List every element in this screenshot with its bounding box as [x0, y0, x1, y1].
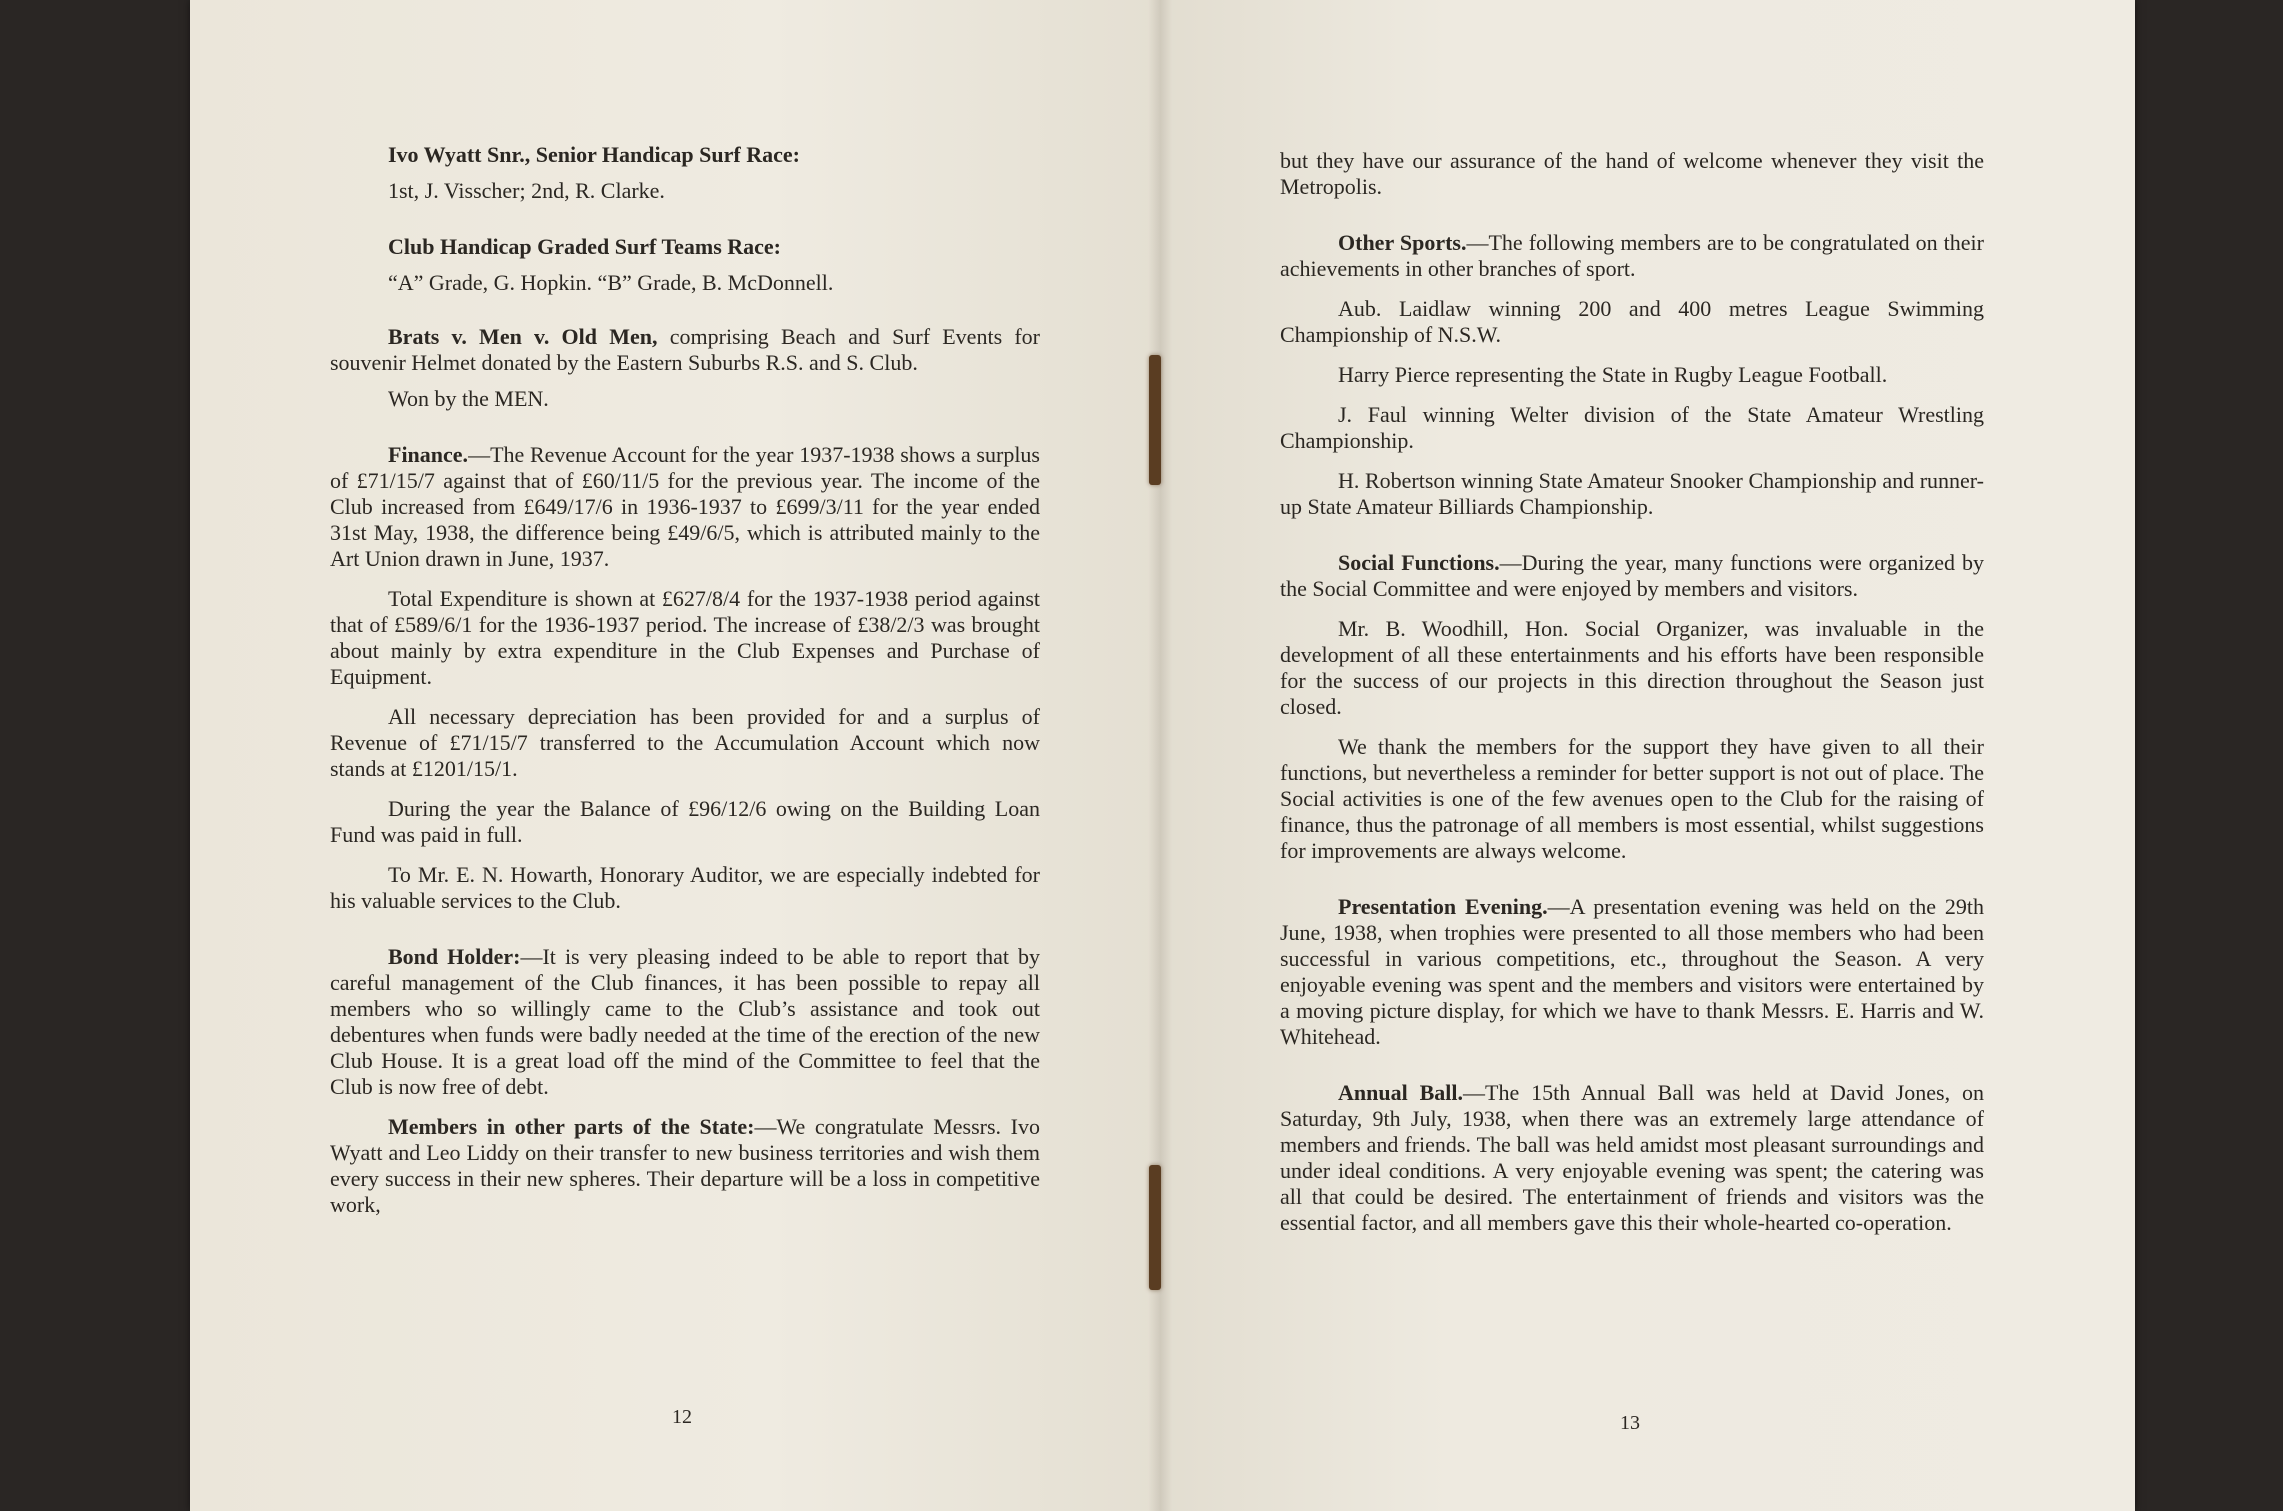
laidlaw-paragraph: Aub. Laidlaw winning 200 and 400 metres League Swimming Championship of N.S.W. [1280, 296, 1984, 347]
page-number-left: 12 [672, 1406, 692, 1428]
staple-top [1149, 355, 1161, 485]
bond-holder-paragraph: Bond Holder:—It is very pleasing indeed to be able to report that by careful management of the Club finances, it has been possible to repay all members who so willingly came to the Club’s assistance and took out debentures when funds were badly needed at the time of the erection of the new Club House. It is a great load off the mind of the Committee to feel that the Club is now free of debt. [330, 944, 1040, 1099]
thank-members-paragraph: We thank the members for the support they have given to all their functions, but nevertheless a reminder for better support is not out of place. The Social activities is one of the few avenues open to the Club for the raising of finance, thus the patronage of all members is most essential, whilst suggestions for improvements are always welcome. [1280, 734, 1984, 863]
depreciation-paragraph: All necessary depreciation has been provided for and a surplus of Revenue of £71/15/7 transferred to the Accumulation Account which now stands at £1201/15/1. [330, 704, 1040, 781]
loan-paragraph: During the year the Balance of £96/12/6 owing on the Building Loan Fund was paid in full. [330, 796, 1040, 847]
won-by-men: Won by the MEN. [388, 386, 549, 411]
event-heading-teams-race: Club Handicap Graded Surf Teams Race: [388, 234, 781, 259]
members-state-paragraph: Members in other parts of the State:—We congratulate Messrs. Ivo Wyatt and Leo Liddy on their transfer to new business territories and wish them every success in their new spheres. Their departure will be a loss in competitive work, [330, 1114, 1041, 1217]
page-number-right: 13 [1620, 1412, 1640, 1434]
other-sports-paragraph: Other Sports.—The following members are to be congratulated on their achievements in other branches of sport. [1280, 230, 1984, 281]
right-column [1280, 148, 1984, 1236]
annual-ball-paragraph: Annual Ball.—The 15th Annual Ball was held at David Jones, on Saturday, 9th July, 1938, when there was an extremely large attendance of members and friends. The ball was held amidst most pleasant surroundings and under ideal conditions. A very enjoyable evening was spent; the catering was all that could be desired. The entertainment of friends and visitors was the essential factor, and all members gave this their whole-hearted co-operation. [1280, 1080, 1984, 1235]
continuation-paragraph: but they have our assurance of the hand of welcome whenever they visit the Metropolis. [1280, 148, 1984, 199]
auditor-paragraph: To Mr. E. N. Howarth, Honorary Auditor, we are especially indebted for his valuable services to the Club. [330, 862, 1040, 913]
robertson-paragraph: H. Robertson winning State Amateur Snooker Championship and runner-up State Amateur Billiards Championship. [1280, 468, 1984, 519]
staple-bottom [1149, 1165, 1161, 1290]
event-heading-senior-handicap: Ivo Wyatt Snr., Senior Handicap Surf Race: [388, 142, 800, 167]
finance-paragraph: Finance.—The Revenue Account for the year 1937-1938 shows a surplus of £71/15/7 against that of £60/11/5 for the previous year. The income of the Club increased from £649/17/6 in 1936-1937 to £699/3/11 for the year ended 31st May, 1938, the difference being £49/6/5, which is attributed mainly to the Art Union drawn in June, 1937. [330, 442, 1040, 571]
booklet-spread [190, 0, 2135, 1511]
social-functions-paragraph: Social Functions.—During the year, many functions were organized by the Social Committee and were enjoyed by members and visitors. [1280, 550, 1984, 601]
presentation-evening-paragraph: Presentation Evening.—A presentation evening was held on the 29th June, 1938, when trophies were presented to all those members who had been successful in various competitions, etc., throughout the Season. A very enjoyable evening was spent and the members and visitors were entertained by a moving picture display, for which we have to thank Messrs. E. Harris and W. Whitehead. [1280, 894, 1985, 1049]
woodhill-paragraph: Mr. B. Woodhill, Hon. Social Organizer, was invaluable in the development of all these entertainments and his efforts have been responsible for the success of our projects in this direction throughout the Season just closed. [1280, 616, 1984, 719]
faul-paragraph: J. Faul winning Welter division of the State Amateur Wrestling Championship. [1280, 402, 1984, 453]
event-result-senior-handicap: 1st, J. Visscher; 2nd, R. Clarke. [388, 178, 665, 203]
event-result-teams-race: “A” Grade, G. Hopkin. “B” Grade, B. McDonnell. [388, 270, 834, 295]
expenditure-paragraph: Total Expenditure is shown at £627/8/4 for the 1937-1938 period against that of £589/6/1 for the 1936-1937 period. The increase of £38/2/3 was brought about mainly by extra expenditure in the Club Expenses and Purchase of Equipment. [330, 586, 1040, 689]
brats-paragraph: Brats v. Men v. Old Men, comprising Beach and Surf Events for souvenir Helmet donated by the Eastern Suburbs R.S. and S. Club. [330, 324, 1041, 375]
left-column [330, 142, 1040, 1218]
pierce-paragraph: Harry Pierce representing the State in Rugby League Football. [1338, 362, 1888, 387]
